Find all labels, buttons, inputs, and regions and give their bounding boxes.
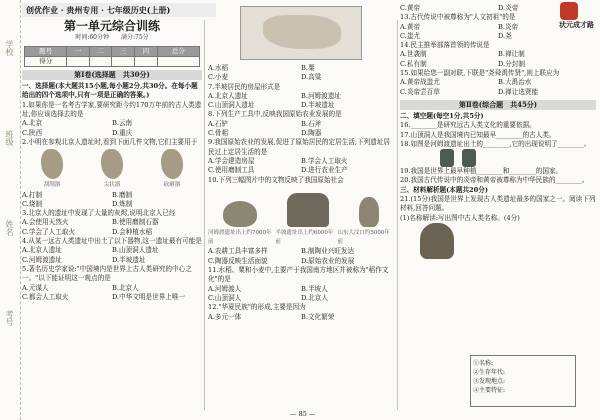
question-8-options [208,120,394,139]
caption: 尖状器 [103,182,121,189]
column-divider [204,20,205,410]
option[interactable]: C.都会人工取火 [22,292,69,301]
option[interactable]: B.半坡人 [301,284,328,293]
option[interactable]: C.小麦 [208,73,229,82]
option[interactable]: A.多元一体 [208,312,242,321]
option[interactable]: D.半坡遗址 [112,255,146,264]
question-9: 9.我国原始农业的发展,促进了原始居民的定居生活,下列遗址居民过上定居生活的是 [208,138,390,156]
question-12: 12."华夏民族"的形成,主要是因为 [208,303,306,312]
option[interactable]: A.水稻 [208,64,229,72]
pottery-icon [359,197,379,227]
question-17: 17.山顶洞人是我国境内已知最早________的古人类。 [400,130,556,139]
stone-captions [22,181,202,190]
fill-blank-heading: 二、填空题(每空1分,共5分) [400,111,484,120]
china-map-image [240,6,362,60]
option[interactable]: B.山顶洞人遗址 [112,246,159,255]
stone-tool-icon [161,149,183,179]
option[interactable]: A.打制 [22,190,43,199]
gutter-label-name: 姓名 [5,220,14,236]
question-6-options [208,64,394,83]
caption: 河姆渡遗址出土约7000年前 [208,229,272,246]
pottery-captions [208,229,394,248]
option[interactable]: D.炼制 [112,199,133,208]
score-header: 四 [135,46,158,56]
question-1: 1.如果你是一名考古学家,要研究距今约170万年前的古人类遗址,你应该选择去的是 [22,100,202,119]
option[interactable]: C.私有制 [400,59,427,68]
material-heading: 三、材料解析题(本题共20分) [400,185,488,194]
gutter-label-school: 学校 [5,40,14,56]
option[interactable]: C.河姆渡遗址 [22,255,62,264]
pottery-icon [287,193,329,227]
option[interactable]: B.学会人工取火 [301,156,348,165]
skull-figure-icon [420,223,454,259]
question-15: 15.如果给您一副对联,下联是"尧舜禹传贤",则上联应为 [400,69,560,78]
option[interactable]: C.骨耜 [208,129,229,138]
bone-tool-icon [462,149,476,167]
column-2 [208,0,394,420]
gutter-label-number: 考号 [5,310,14,326]
option[interactable]: B.石斧 [301,119,322,128]
question-8: 8.下列生产工具中,反映我国原始农业发展的是 [208,110,342,119]
question-10-options [208,247,394,266]
option[interactable]: C.陶器反映生活面貌 [208,256,268,265]
score-cell[interactable] [67,56,90,66]
question-3-options [22,218,202,237]
question-11: 11.水稻、粟和小麦中,主要产于我国南方地区并被称为"稻作文化"的是 [208,266,389,284]
caption: 半坡遗址出土约6000年前 [275,229,334,246]
score-header: 二 [89,46,112,56]
binding-gutter [0,0,21,420]
page-title: 第一单元综合训练 [63,19,160,33]
question-12-options-cont [400,4,596,13]
option[interactable]: D.尧 [498,31,512,40]
answer-line: ①名称: [473,360,494,367]
option[interactable]: C.黄帝 [400,4,421,12]
option[interactable]: D.陶器 [301,129,322,138]
option[interactable]: D.重庆 [112,128,133,137]
question-15-options [400,78,596,97]
option[interactable]: D.高粱 [301,73,322,82]
question-4-options [22,246,202,265]
option[interactable]: C.山顶洞人遗址 [208,101,255,110]
option[interactable]: A.学会建造房屋 [208,156,255,165]
option[interactable]: C.山顶洞人 [208,293,242,302]
option[interactable]: B.北京人 [112,283,139,292]
answer-box[interactable] [470,355,576,407]
score-cell[interactable] [157,56,199,66]
option[interactable]: D.半坡遗址 [301,101,335,110]
question-7: 7.半坡居民的房屋形式是 [208,82,281,91]
option[interactable]: D.中华文明是世界上唯一 [112,292,186,301]
option[interactable]: D.进行农业生产 [301,166,348,175]
stone-tools-image [22,149,202,179]
option[interactable]: B.使用磨制石器 [112,218,159,227]
option[interactable]: B.禅让制 [498,50,525,59]
caption: 刮削器 [43,182,61,189]
question-4: 4.从某一远古人类遗址中出土了以下器物,这一遗址最有可能是 [22,237,202,246]
bone-tool-icon [440,149,454,167]
option[interactable]: A.农耕工具丰富多样 [208,247,268,256]
question-20: 20.我国古代传说中的炎帝和黄帝被尊称为中华民族的________。 [400,176,589,185]
option[interactable]: D.炎帝 [498,4,519,12]
option[interactable]: A.北京人遗址 [22,246,62,255]
pottery-image [208,187,394,227]
section-1-heading: 第Ⅰ卷(选择题 共30分) [22,70,202,80]
option[interactable]: C.陕西 [22,128,43,137]
question-12-options [208,313,394,322]
option[interactable]: B.制陶业兴旺发达 [301,247,355,256]
question-2: 2.小明在参观北京人遗址时,看到下面几件文物,它们主要用于 [22,137,198,146]
section-2-heading: 第Ⅱ卷(综合题 共45分) [400,100,596,110]
page-number: — 85 — [290,410,316,418]
column-divider [397,20,398,410]
question-2-options [22,191,202,210]
question-18: 18.如图是河姆渡遗址出土的________,它的出现说明了________。 [400,139,591,148]
option[interactable]: A.石铲 [208,119,229,128]
gutter-label-class: 班级 [5,130,14,146]
question-5-options [22,284,202,303]
score-header: 三 [112,46,135,56]
option[interactable]: B.河姆渡遗址 [301,91,341,100]
option[interactable]: C.炎帝尝百草 [400,87,440,96]
column-1 [22,0,202,420]
series-header: 创优作业 · 贵州专用 · 七年级历史(上册) [22,3,216,17]
option[interactable]: B.粟 [301,64,315,72]
pottery-icon [223,201,257,227]
option[interactable]: B.云南 [112,119,133,128]
question-14-options [400,50,596,69]
score-row-label: 得分 [25,56,67,66]
score-cell[interactable] [135,56,158,66]
option[interactable]: A.河姆渡人 [208,284,242,293]
option[interactable]: A.世袭制 [400,50,427,59]
stone-tool-icon [41,149,63,179]
option[interactable]: A.黄帝战蚩尤 [400,78,440,87]
question-3: 3.北京人的遗址中发现了大量的灰烬,说明北京人已经 [22,209,176,218]
option[interactable]: B.大禹治水 [498,78,532,87]
caption: 山东大汶口约5000年前 [337,229,390,246]
score-header: 总分 [157,46,199,56]
question-5: 5.著名历史学家说:"中国境内是世界上古人类研究的中心之一。"以下能证明这一观点的是 [22,264,192,283]
instructions: 一、选择题(本大题共15小题,每小题2分,共30分。在每小题给出的四个选项中,只有一项是正确的答案。) [22,82,198,100]
question-14: 14.民主推举部落首领的传说是 [400,41,490,50]
question-1-options [22,119,202,138]
option[interactable]: A.会使用天然火 [22,218,69,227]
time-score-meta: 时间:60分钟 满分:75分 [75,34,149,42]
score-cell[interactable] [112,56,135,66]
question-7-options [208,92,394,111]
artifact-image [440,149,596,167]
option[interactable]: B.文化繁荣 [301,312,335,321]
option[interactable]: D.分封制 [498,59,525,68]
option[interactable]: A.北京人遗址 [208,91,248,100]
option[interactable]: C.烧制 [22,199,43,208]
option[interactable]: B.磨制 [112,190,133,199]
score-cell[interactable] [89,56,112,66]
option[interactable]: D.禅让选贤能 [498,87,539,96]
option[interactable]: C.蚩尤 [400,31,421,40]
question-13-options [400,23,596,42]
option[interactable]: A.黄帝 [400,22,421,31]
question-10: 10.下列三幅图片中的文物反映了我国原始社会 [208,175,344,184]
option[interactable]: C.使用磨制工具 [208,166,255,175]
logo-text: 状元成才路 [559,20,594,29]
question-16: 16.________是研究远古人类文化的重要依据。 [400,121,536,130]
option[interactable]: A.元谋人 [22,283,49,292]
question-21: 21.(15分)我国是世界上发现古人类遗址最多的国家之一。阅读下列材料,回答问题。 [400,195,596,213]
question-9-options [208,157,394,176]
answer-line: ②生存年代: [473,369,506,376]
option[interactable]: B.炎帝 [498,22,519,31]
option[interactable]: C.学会了人工取火 [22,227,76,236]
question-13: 13.古代传说中被尊称为"人文初祖"的是 [400,13,516,22]
question-11-options [208,285,394,304]
option[interactable]: D.原始农业的发展 [301,256,355,265]
option[interactable]: D.北京人 [301,293,328,302]
question-19: 19.我国是世界上最早种植________和________的国家。 [400,167,563,176]
score-header: 一 [67,46,90,56]
answer-line: ③发现地点: [473,378,506,385]
option[interactable]: A.北京 [22,119,43,128]
stone-tool-icon [101,149,123,179]
score-table [24,46,200,68]
caption: 砍砸器 [163,182,181,189]
question-21-sub: (1)名称解读:写出图中古人类名称。(4分) [400,213,520,222]
score-header: 题号 [25,46,67,56]
answer-line: ④主要特征: [473,387,506,394]
option[interactable]: D.会种植水稻 [112,227,153,236]
